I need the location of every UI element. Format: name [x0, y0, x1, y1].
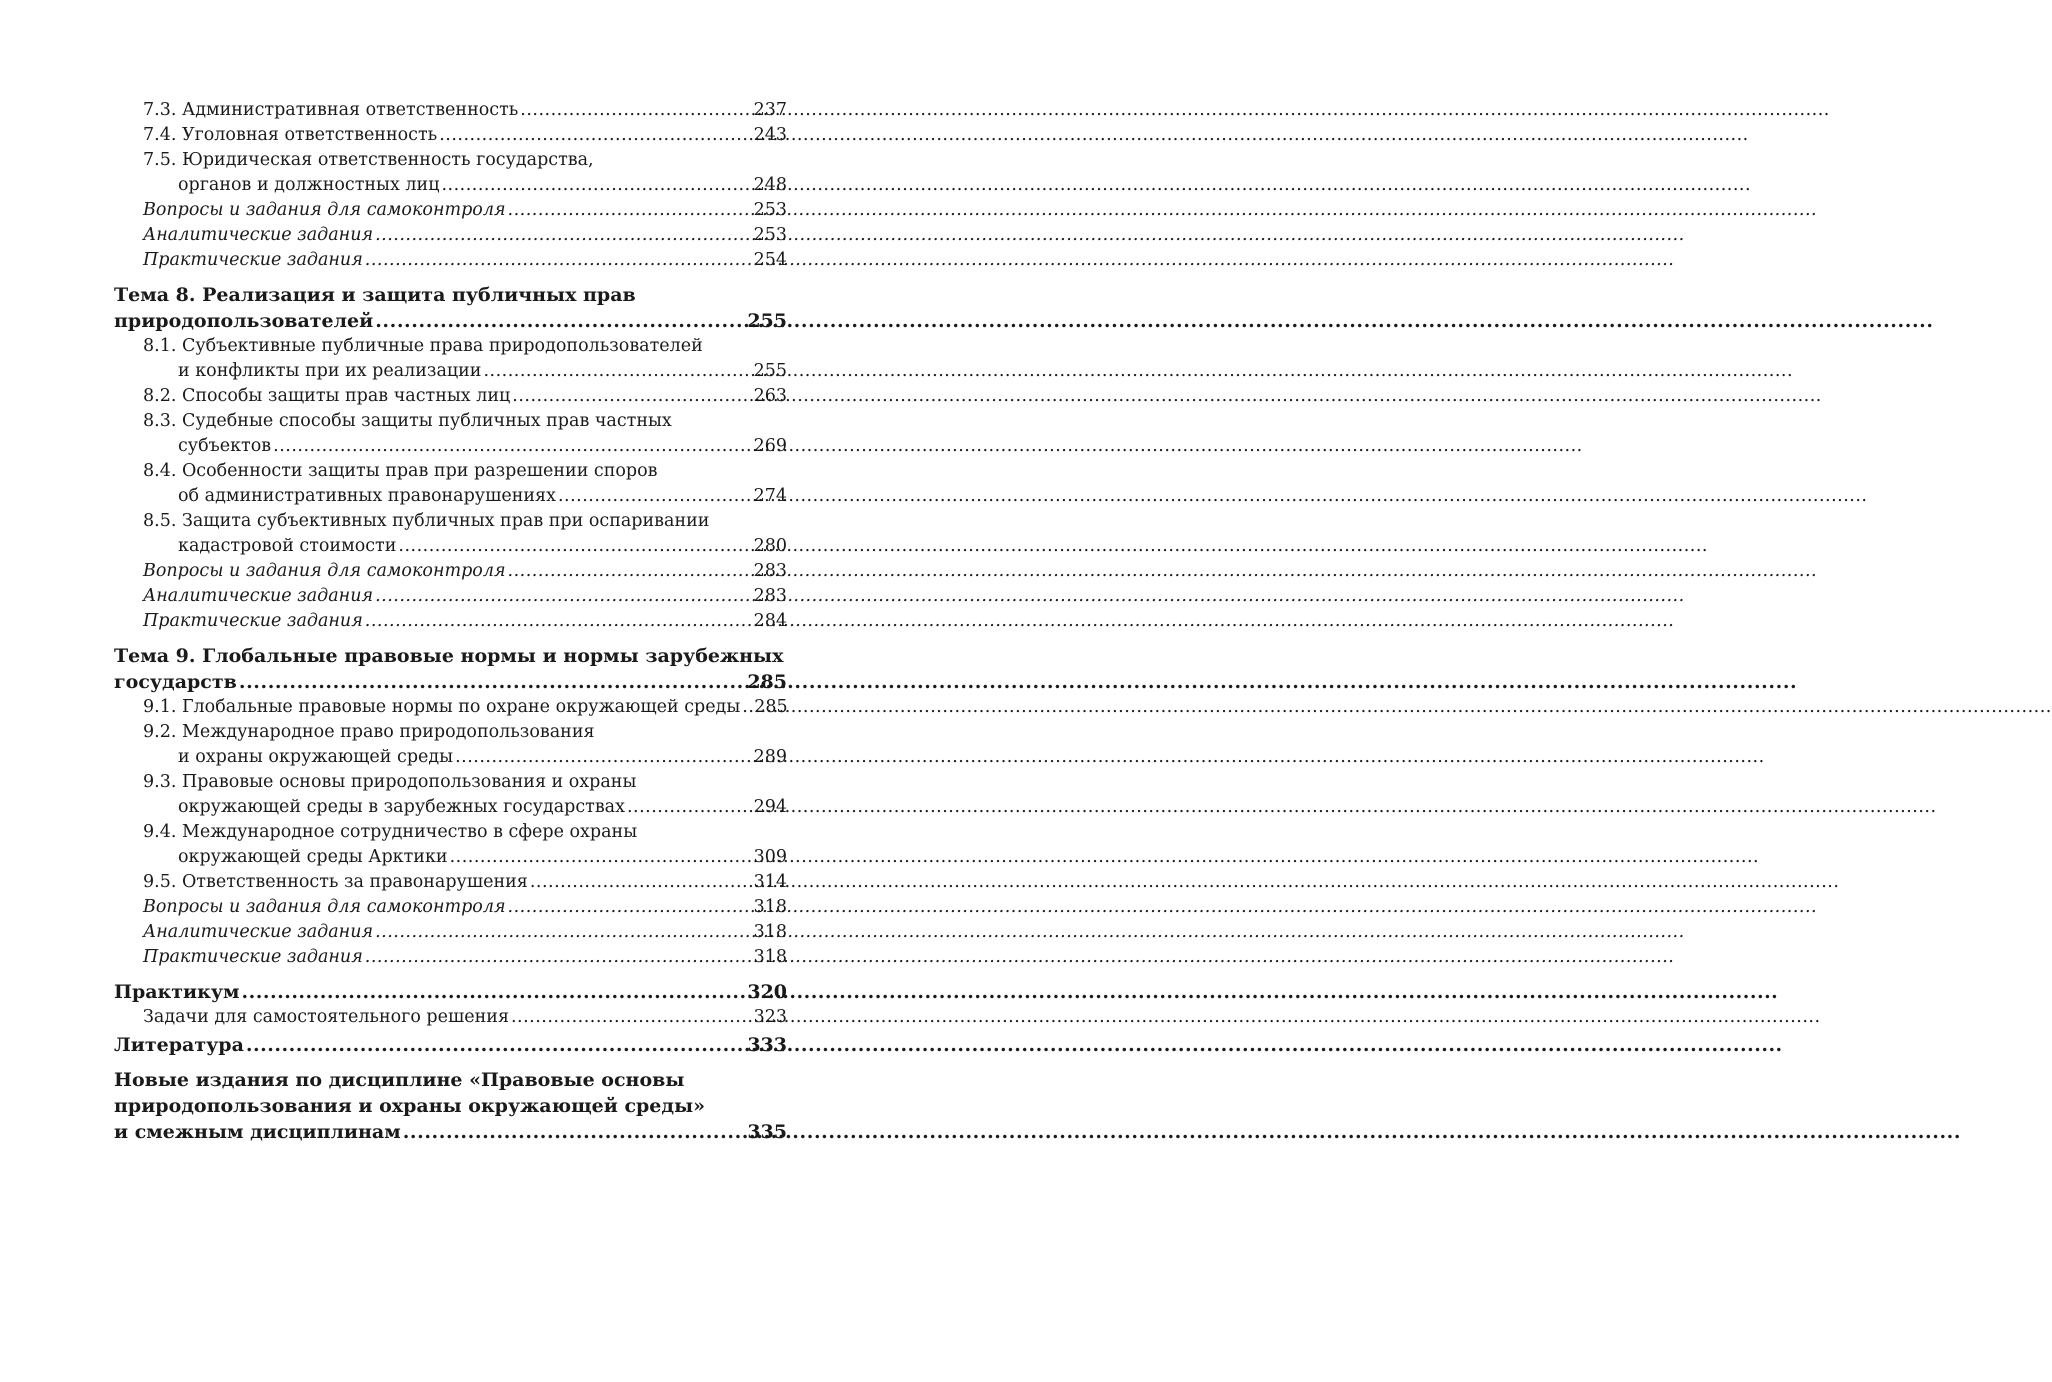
page-number: 255 [753, 361, 787, 381]
toc-entry-9-2[interactable]: 9.2. Международное право природопользования и охраны окружающей среды ..... 289 [114, 720, 787, 770]
toc-entry-9-analytic[interactable]: Аналитические задания ..... 318 [114, 920, 787, 945]
page-number: 318 [753, 947, 787, 967]
dot-leader [398, 534, 751, 559]
page-number: 255 [747, 310, 787, 332]
toc-entry-9-4[interactable]: 9.4. Международное сотрудничество в сфере охраны окружающей среды Арктики ..... 309 [114, 820, 787, 870]
page-number: 294 [753, 797, 787, 817]
page-number: 253 [753, 225, 787, 245]
toc-entry-9-practical[interactable]: Практические задания ..... 318 [114, 945, 787, 970]
dot-leader [742, 695, 752, 720]
page-number: 263 [753, 386, 787, 406]
dot-leader [483, 359, 751, 384]
dot-leader [273, 434, 751, 459]
dot-leader [441, 173, 751, 198]
toc-entry-7-practical[interactable]: Практические задания ..... 254 [114, 248, 787, 273]
dot-leader [530, 870, 752, 895]
toc-entry-9-5[interactable]: 9.5. Ответственность за правонарушения ..... 314 [114, 870, 787, 895]
toc-entry-9-1[interactable]: 9.1. Глобальные правовые нормы по охране окружающей среды ..... 285 [114, 695, 787, 720]
dot-leader [450, 845, 752, 870]
page-number: 254 [753, 250, 787, 270]
page-number: 248 [753, 175, 787, 195]
page-number: 283 [753, 586, 787, 606]
toc-entry-8-questions[interactable]: Вопросы и задания для самоконтроля ..... 283 [114, 559, 787, 584]
toc-entry-9-questions[interactable]: Вопросы и задания для самоконтроля ..... 318 [114, 895, 787, 920]
dot-leader [508, 895, 752, 920]
page-number: 335 [747, 1121, 787, 1143]
page-number: 269 [753, 436, 787, 456]
page-number: 285 [747, 671, 787, 693]
toc-practicum[interactable]: Практикум ..... 320 [114, 979, 787, 1005]
dot-leader [365, 609, 752, 634]
page-number: 284 [753, 611, 787, 631]
page-number: 283 [753, 561, 787, 581]
page-number: 320 [747, 981, 787, 1003]
dot-leader [520, 98, 751, 123]
toc-entry-8-analytic[interactable]: Аналитические задания ..... 283 [114, 584, 787, 609]
page-number: 243 [753, 125, 787, 145]
page-number: 274 [753, 486, 787, 506]
page-number: 323 [753, 1007, 787, 1027]
table-of-contents [114, 98, 787, 1145]
page-number: 280 [753, 536, 787, 556]
dot-leader [558, 484, 752, 509]
dot-leader [375, 308, 745, 334]
toc-entry-8-5[interactable]: 8.5. Защита субъективных публичных прав при оспаривании кадастровой стоимости ..... 280 [114, 509, 787, 559]
dot-leader [242, 979, 746, 1005]
toc-theme-9-heading[interactable]: Тема 9. Глобальные правовые нормы и нормы зарубежных государств ..... 285 [114, 643, 787, 695]
toc-entry-practicum-tasks[interactable]: Задачи для самостоятельного решения ..... 323 [114, 1005, 787, 1030]
dot-leader [508, 559, 752, 584]
page-number: 285 [754, 697, 788, 717]
page-number: 314 [753, 872, 787, 892]
toc-entry-7-questions[interactable]: Вопросы и задания для самоконтроля ..... 253 [114, 198, 787, 223]
page-number: 309 [753, 847, 787, 867]
toc-entry-8-practical[interactable]: Практические задания ..... 284 [114, 609, 787, 634]
toc-entry-7-4[interactable]: 7.4. Уголовная ответственность ..... 243 [114, 123, 787, 148]
toc-entry-7-5[interactable]: 7.5. Юридическая ответственность государства, органов и должностных лиц ..... 248 [114, 148, 787, 198]
page-number: 253 [753, 200, 787, 220]
dot-leader [239, 669, 745, 695]
dot-leader [511, 1005, 752, 1030]
dot-leader [403, 1119, 746, 1145]
toc-entry-9-3[interactable]: 9.3. Правовые основы природопользования и охраны окружающей среды в зарубежных государствах ..... 294 [114, 770, 787, 820]
toc-entry-7-analytic[interactable]: Аналитические задания ..... 253 [114, 223, 787, 248]
dot-leader [365, 945, 752, 970]
toc-entry-8-4[interactable]: 8.4. Особенности защиты прав при разрешении споров об административных правонарушениях ..... 274 [114, 459, 787, 509]
page-number: 289 [753, 747, 787, 767]
dot-leader [246, 1032, 745, 1058]
toc-entry-7-3[interactable]: 7.3. Административная ответственность ..... 237 [114, 98, 787, 123]
toc-entry-8-3[interactable]: 8.3. Судебные способы защиты публичных прав частных субъектов ..... 269 [114, 409, 787, 459]
dot-leader [439, 123, 751, 148]
page-number: 237 [753, 100, 787, 120]
toc-entry-8-1[interactable]: 8.1. Субъективные публичные права природопользователей и конфликты при их реализации ..... 255 [114, 334, 787, 384]
dot-leader [365, 248, 752, 273]
dot-leader [627, 795, 752, 820]
toc-literature[interactable]: Литература ..... 333 [114, 1032, 787, 1058]
page-number: 318 [753, 897, 787, 917]
page-number: 318 [753, 922, 787, 942]
dot-leader [508, 198, 752, 223]
page-number: 333 [747, 1034, 787, 1056]
dot-leader [375, 223, 752, 248]
toc-new-editions[interactable]: Новые издания по дисциплине «Правовые основы природопользования и охраны окружающей среды» и смежным дисциплинам ..... 335 [114, 1067, 787, 1145]
toc-theme-8-heading[interactable]: Тема 8. Реализация и защита публичных прав природопользователей ..... 255 [114, 282, 787, 334]
dot-leader [375, 920, 752, 945]
dot-leader [375, 584, 752, 609]
dot-leader [455, 745, 752, 770]
dot-leader [512, 384, 751, 409]
toc-entry-8-2[interactable]: 8.2. Способы защиты прав частных лиц ..... 263 [114, 384, 787, 409]
